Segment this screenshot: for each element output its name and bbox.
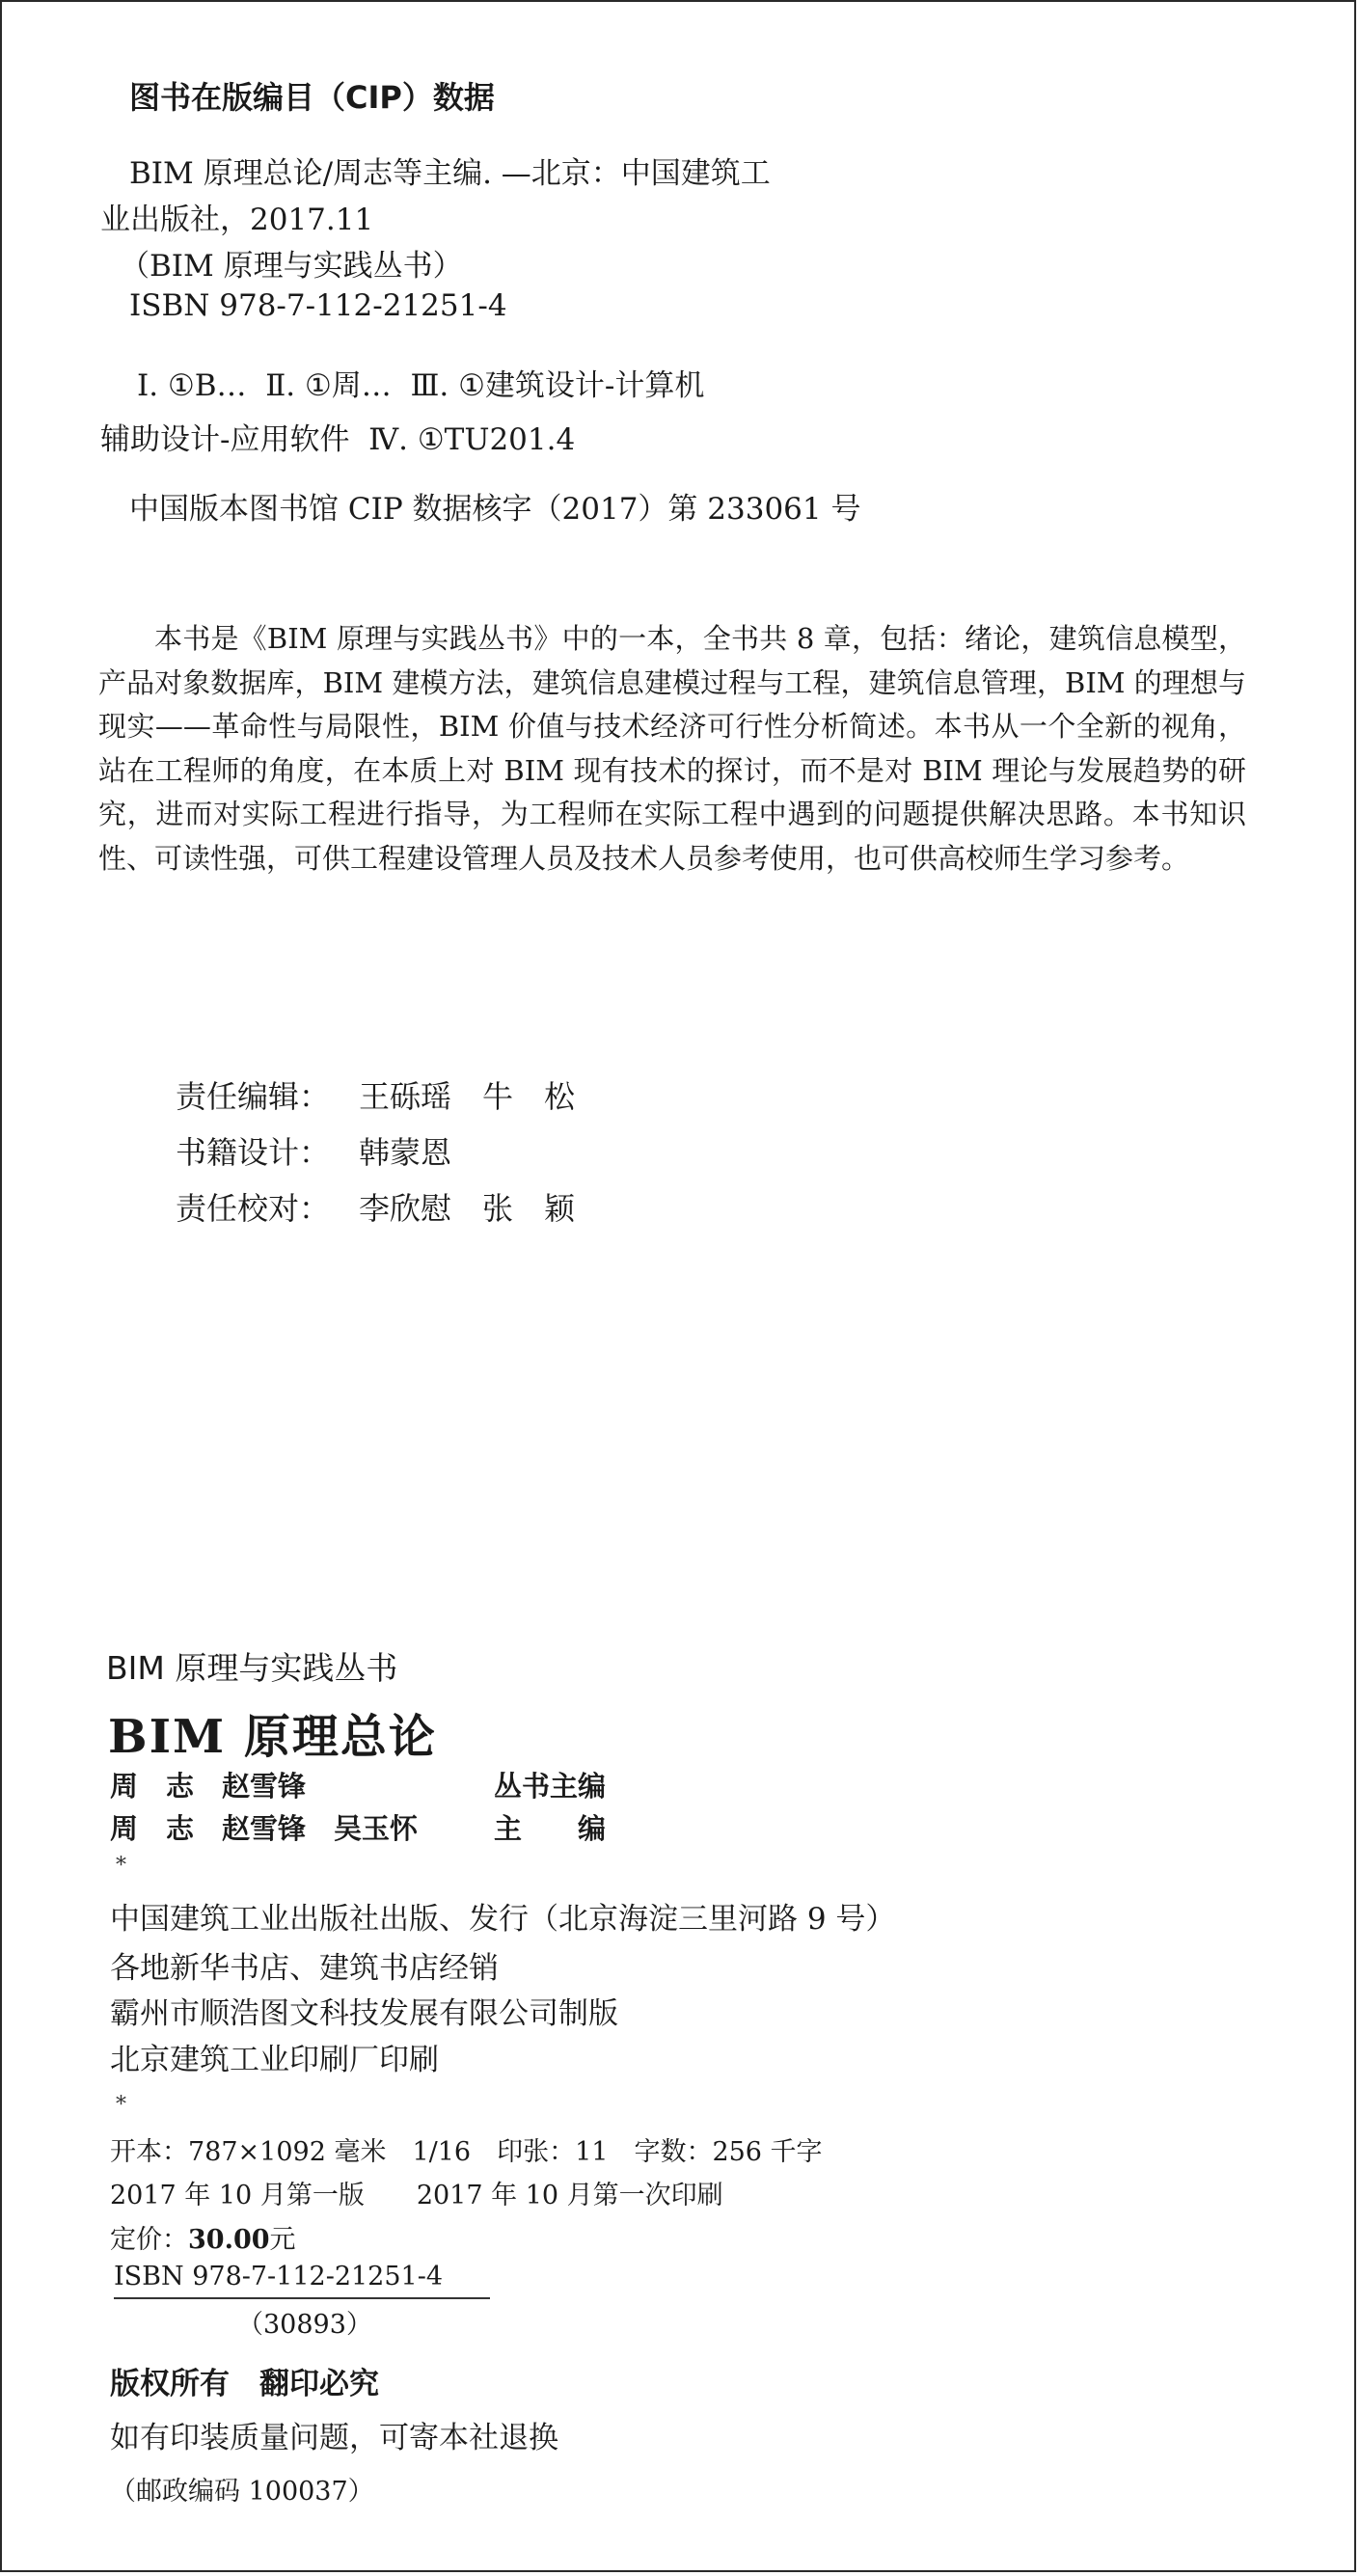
- cip-line-2: 业出版社，2017.11: [100, 203, 374, 237]
- publisher-line: 中国建筑工业出版社出版、发行（北京海淀三里河路 9 号）: [110, 1902, 896, 1937]
- cip-line-1: BIM 原理总论/周志等主编. —北京：中国建筑工: [129, 156, 771, 191]
- separator-star: *: [116, 2093, 126, 2117]
- separator-star: *: [116, 1854, 126, 1878]
- credit-value: 李欣慰 张 颖: [359, 1190, 576, 1227]
- series-name: BIM 原理与实践丛书: [106, 1649, 398, 1687]
- editors-series-names: 周 志 赵雪锋: [110, 1770, 307, 1803]
- price-value: 30.00: [188, 2225, 270, 2255]
- editors-series-role: 丛书主编: [494, 1770, 607, 1803]
- credit-label: 书籍设计：: [176, 1134, 331, 1171]
- isbn-line: ISBN 978-7-112-21251-4: [114, 2262, 444, 2291]
- credit-value: 韩蒙恩: [359, 1134, 452, 1171]
- distributor-line: 各地新华书店、建筑书店经销: [110, 1951, 499, 1986]
- cip-line-7-record: 中国版本图书馆 CIP 数据核字（2017）第 233061 号: [129, 492, 861, 527]
- typesetter-line: 霸州市顺浩图文科技发展有限公司制版: [110, 1996, 618, 2031]
- cip-line-4-isbn: ISBN 978-7-112-21251-4: [129, 288, 507, 323]
- cip-title: 图书在版编目（CIP）数据: [129, 79, 495, 116]
- credit-proofreader: [176, 1184, 575, 1229]
- return-note: 如有印装质量问题，可寄本社退换: [110, 2421, 558, 2455]
- credit-editor: [176, 1072, 575, 1117]
- cip-line-5-classification: Ⅰ. ①B… Ⅱ. ①周… Ⅲ. ①建筑设计-计算机: [137, 368, 705, 403]
- book-code: （30893）: [237, 2310, 372, 2340]
- rights-reserved: 版权所有 翻印必究: [110, 2367, 379, 2401]
- price-line: [110, 2218, 296, 2256]
- price-unit: 元: [269, 2225, 296, 2255]
- book-summary: 本书是《BIM 原理与实践丛书》中的一本，全书共 8 章，包括：绪论，建筑信息模型，产品对象数据库，BIM 建模方法，建筑信息建模过程与工程，建筑信息管理，BIM 的理想与现实——革命性与局限性，BIM 价值与技术经济可行性分析简述。本书从一个全新的视角，站在工程师的角度，在本质上对 BIM 现有技术的探讨，而不是对 BIM 理论与发展趋势的研究，进而对实际工程进行指导，为工程师在实际工程中遇到的问题提供解决思路。本书知识性、可读性强，可供工程建设管理人员及技术人员参考使用，也可供高校师生学习参考。: [98, 622, 1246, 875]
- price-label: 定价：: [110, 2225, 188, 2255]
- edition-line: 2017 年 10 月第一版 2017 年 10 月第一次印刷: [110, 2181, 723, 2210]
- cip-line-6-classification: 辅助设计-应用软件 Ⅳ. ①TU201.4: [100, 422, 576, 457]
- printer-line: 北京建筑工业印刷厂印刷: [110, 2043, 439, 2077]
- credit-label: 责任校对：: [176, 1190, 331, 1227]
- book-title: BIM 原理总论: [108, 1710, 437, 1764]
- cip-line-3: （BIM 原理与实践丛书）: [120, 249, 463, 284]
- postcode-line: （邮政编码 100037）: [110, 2477, 374, 2507]
- credit-designer: [176, 1128, 451, 1173]
- editors-chief-names: 周 志 赵雪锋 吴玉怀: [110, 1812, 419, 1845]
- editors-chief-role: 主 编: [494, 1812, 607, 1845]
- credit-value: 王砾瑶 牛 松: [359, 1078, 576, 1115]
- isbn-divider: [114, 2297, 490, 2299]
- format-spec-line: 开本：787×1092 毫米 1/16 印张：11 字数：256 千字: [110, 2137, 823, 2167]
- credit-label: 责任编辑：: [176, 1078, 331, 1115]
